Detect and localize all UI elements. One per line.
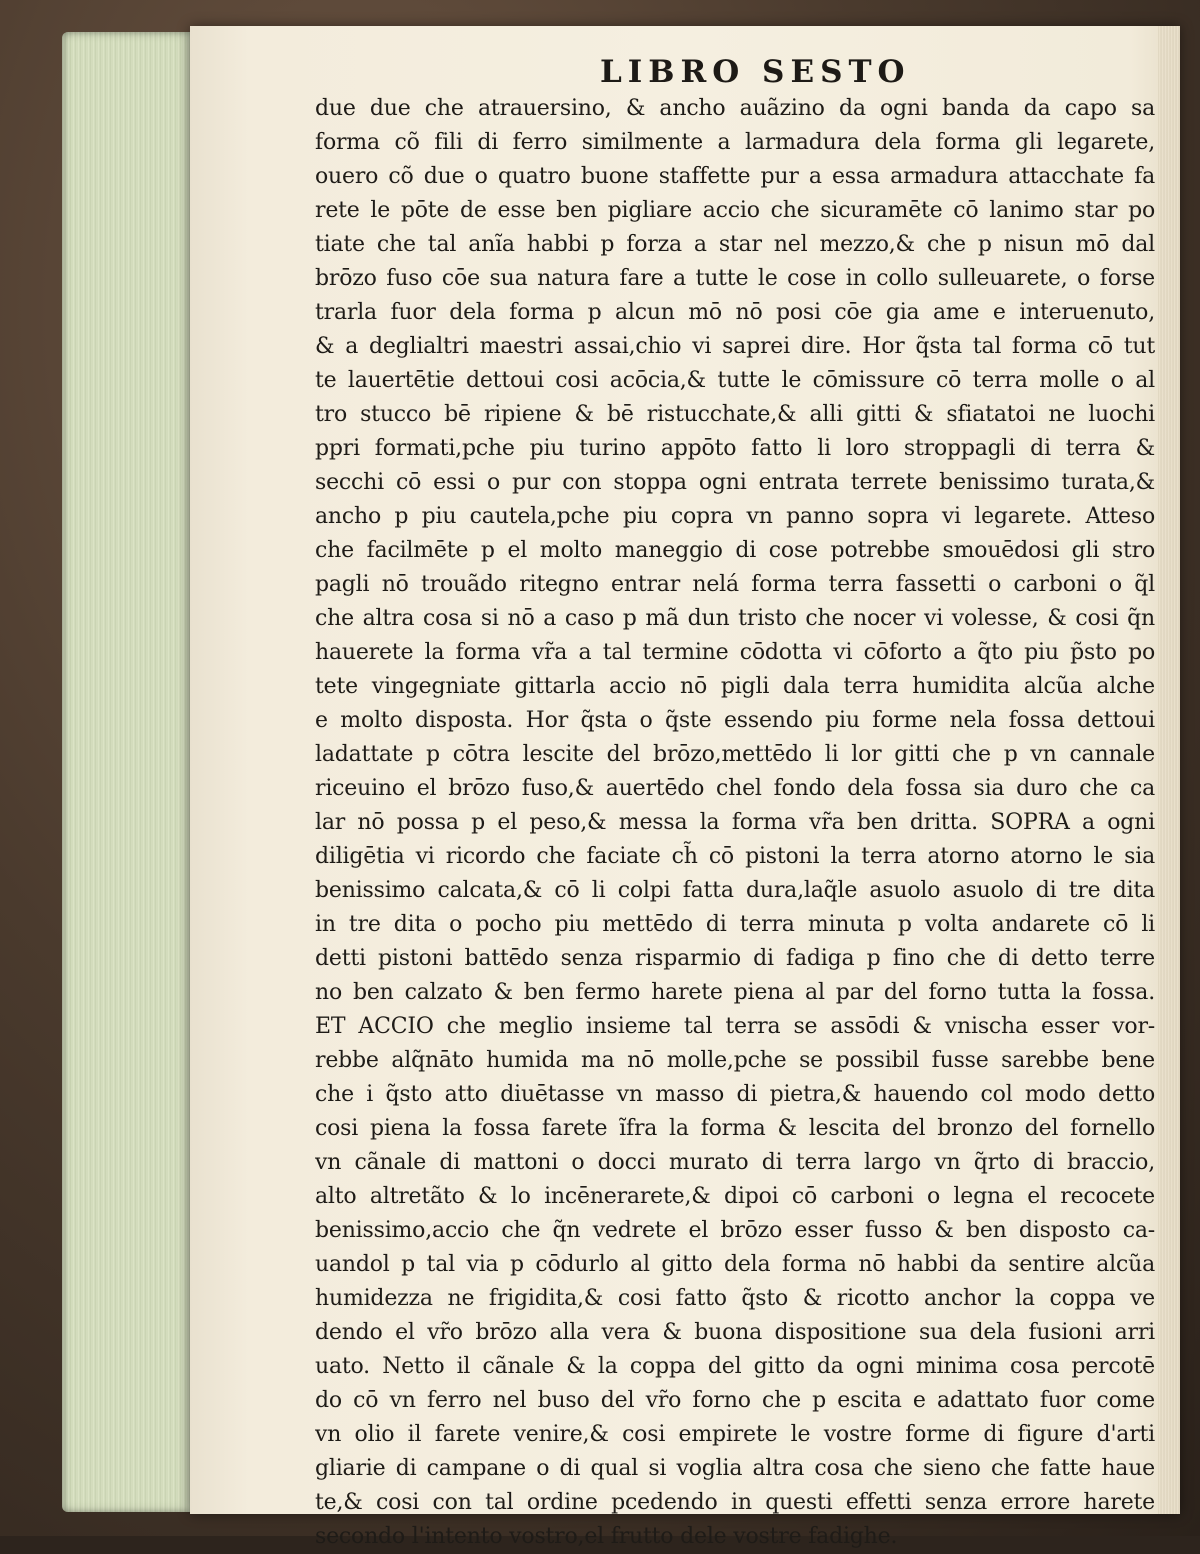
text-line: riceuino el brōzo fuso,& auertēdo chel fondo dela fossa sia duro che ca (315, 776, 1155, 801)
text-line: ouero cõ due o quatro buone staffette pur a essa armadura attacchate fa (315, 164, 1155, 189)
text-line: rete le pōte de esse ben pigliare accio che sicuramēte cō lanimo star po (315, 198, 1155, 223)
text-line: hauerete la forma vr̃a a tal termine cōdotta vi cōforto a q̃to piu p̃sto po (315, 640, 1155, 665)
text-line: te lauertētie dettoui cosi acōcia,& tutte le cōmissure cō terra molle o al (315, 368, 1155, 393)
text-line: uandol p tal via p cōdurlo al gitto dela forma nō habbi da sentire alcũa (315, 1252, 1155, 1277)
text-line: tiate che tal anĩa habbi p forza a star nel mezzo,& che p nisun mō dal (315, 232, 1155, 257)
text-line: detti pistoni battēdo senza risparmio di fadiga p fino che di detto terre (315, 946, 1155, 971)
text-line: tete vingegniate gittarla accio nō pigli dala terra humidita alcũa alche (315, 674, 1155, 699)
text-line: benissimo calcata,& cō li colpi fatta dura,laq̃le asuolo asuolo di tre dita (315, 878, 1155, 903)
body-text (315, 92, 1155, 1554)
text-line: in tre dita o pocho piu mettēdo di terra minuta p volta andarete cō li (315, 912, 1155, 937)
text-line: no ben calzato & ben fermo harete piena al par del forno tutta la fossa. (315, 980, 1155, 1005)
text-line: ET ACCIO che meglio insieme tal terra se assōdi & vnischa esser vor- (315, 1014, 1155, 1039)
text-line: vn olio il farete venire,& cosi empirete le vostre forme di figure d'arti (315, 1422, 1155, 1447)
text-line: cosi piena la fossa farete ĩfra la forma & lescita del bronzo del fornello (315, 1116, 1155, 1141)
text-line: lar nō possa p el peso,& messa la forma vr̃a ben dritta. SOPRA a ogni (315, 810, 1155, 835)
text-line: tro stucco bē ripiene & bē ristucchate,& alli gitti & sfiatatoi ne luochi (315, 402, 1155, 427)
text-line: che altra cosa si nō a caso p mã dun tristo che nocer vi volesse, & cosi q̃n (315, 606, 1155, 631)
text-line: do cō vn ferro nel buso del vr̃o forno che p escita e adattato fuor come (315, 1388, 1155, 1413)
leaf-edge (1158, 26, 1180, 1514)
text-line: diligētia vi ricordo che faciate ch̃ cō pistoni la terra atorno atorno le sia (315, 844, 1155, 869)
text-line: due due che atrauersino, & ancho auãzino da ogni banda da capo sa (315, 96, 1155, 121)
text-line: rebbe alq̃nāto humida ma nō molle,pche se possibil fusse sarebbe bene (315, 1048, 1155, 1073)
text-line: benissimo,accio che q̃n vedrete el brōzo esser fusso & ben disposto ca- (315, 1218, 1155, 1243)
text-line: & a deglialtri maestri assai,chio vi saprei dire. Hor q̃sta tal forma cō tut (315, 334, 1155, 359)
text-line: te,& cosi con tal ordine pcedendo in questi effetti senza errore harete (315, 1490, 1155, 1515)
text-line: secchi cō essi o pur con stoppa ogni entrata terrete benissimo turata,& (315, 470, 1155, 495)
text-line: secondo l'intento vostro,el frutto dele vostre fadighe. (315, 1524, 898, 1549)
text-line: vn cãnale di mattoni o docci murato di terra largo vn q̃rto di braccio, (315, 1150, 1155, 1175)
text-line: forma cõ fili di ferro similmente a larmadura dela forma gli legarete, (315, 130, 1155, 155)
text-line: che facilmēte p el molto maneggio di cose potrebbe smouēdosi gli stro (315, 538, 1155, 563)
text-line: alto altretãto & lo incēnerarete,& dipoi cō carboni o legna el recocete (315, 1184, 1155, 1209)
text-line: dendo el vr̃o brōzo alla vera & buona dispositione sua dela fusioni arri (315, 1320, 1155, 1345)
text-line: uato. Netto il cãnale & la coppa del gitto da ogni minima cosa percotē (315, 1354, 1155, 1379)
text-line: e molto disposta. Hor q̃sta o q̃ste essendo piu forme nela fossa dettoui (315, 708, 1155, 733)
text-line: gliarie di campane o di qual si voglia altra cosa che sieno che fatte haue (315, 1456, 1155, 1481)
book-page (190, 26, 1180, 1549)
text-line: trarla fuor dela forma p alcun mō nō posi cōe gia ame e interuenuto, (315, 300, 1155, 325)
text-line: pagli nō trouãdo ritegno entrar nelá forma terra fassetti o carboni o q̃l (315, 572, 1155, 597)
text-line: che i q̃sto atto diuētasse vn masso di pietra,& hauendo col modo detto (315, 1082, 1155, 1107)
text-line: ladattate p cōtra lescite del brōzo,mettēdo li lor gitti che p vn cannale (315, 742, 1155, 767)
text-line: humidezza ne frigidita,& cosi fatto q̃sto & ricotto anchor la coppa ve (315, 1286, 1155, 1311)
text-line: ppri formati,pche piu turino appōto fatto li loro stroppagli di terra & (315, 436, 1155, 461)
running-head: LIBRO SESTO (600, 54, 911, 90)
page-block-edges (62, 32, 196, 1512)
text-line: brōzo fuso cōe sua natura fare a tutte le cose in collo sulleuarete, o forse (315, 266, 1155, 291)
text-line: ancho p piu cautela,pche piu copra vn panno sopra vi legarete. Atteso (315, 504, 1155, 529)
